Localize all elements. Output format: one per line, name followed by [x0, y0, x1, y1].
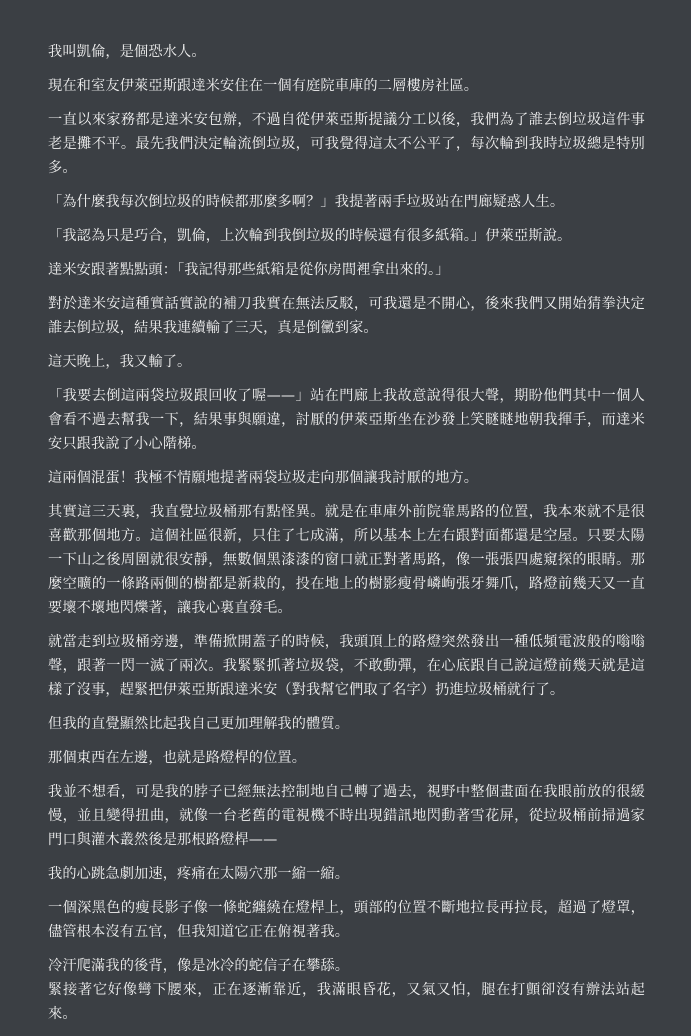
paragraph-chores: 一直以來家務都是達米安包辦，不過自從伊萊亞斯提議分工以後，我們為了誰去倒垃圾這件事老是攤不平。最先我們決定輪流倒垃圾，可我覺得這太不公平了，每次輪到我時垃圾總是特別多。: [48, 112, 645, 176]
paragraph-walk-to-bin: 這兩個混蛋！我極不情願地提著兩袋垃圾走向那個讓我討厭的地方。: [48, 470, 479, 486]
paragraph-turning-head: 我並不想看，可是我的脖子已經無法控制地自己轉了過去，視野中整個畫面在我眼前放的很緩慢，並且變得扭曲，就像一台老舊的電視機不時出現錯訊地閃動著雪花屏，從垃圾桶前掃過家門口與灌木叢然後是那根路燈桿——: [48, 784, 645, 848]
paragraph-dialogue-damian: 達米安跟著點點頭：「我記得那些紙箱是從你房間裡拿出來的。」: [48, 262, 450, 278]
paragraph-intuition: 但我的直覺顯然比起我自己更加理解我的體質。: [48, 716, 350, 732]
paragraph-shadow: 一個深黑色的瘦長影子像一條蛇纏繞在燈桿上，頭部的位置不斷地拉長再拉長，超過了燈罩，儘管根本沒有五官，但我知道它正在俯視著我。: [48, 900, 645, 940]
paragraph-cold-sweat: 冷汗爬滿我的後背，像是冰冷的蛇信子在攀舔。: [48, 958, 350, 974]
story-text-body: [48, 40, 645, 1036]
paragraph-left-side: 那個東西在左邊，也就是路燈桿的位置。: [48, 750, 307, 766]
paragraph-approaching: 緊接著它好像彎下腰來，正在逐漸靠近，我滿眼昏花，又氣又怕，腿在打顫卻沒有辦法站起來。: [48, 982, 645, 1022]
paragraph-dialogue-karen: 「為什麼我每次倒垃圾的時候都那麼多啊？」我提著兩手垃圾站在門廊疑惑人生。: [48, 194, 565, 210]
paragraph-rock-paper-scissors: 對於達米安這種實話實說的補刀我實在無法反駁，可我還是不開心，後來我們又開始猜拳決定誰去倒垃圾，結果我連續輸了三天，真是倒黴到家。: [48, 296, 645, 336]
paragraph-lost-again: 這天晚上，我又輸了。: [48, 354, 192, 370]
paragraph-neighborhood: 其實這三天裏，我直覺垃圾桶那有點怪異。就是在車庫外前院靠馬路的位置，我本來就不是很喜歡那個地方。這個社區很新，只住了七成滿，所以基本上左右跟對面都還是空屋。只要太陽一下山之後周圍就很安靜，無數個黑漆漆的窗口就正對著馬路，像一張張四處窺探的眼睛。那麼空曠的一條路兩側的樹都是新栽的，投在地上的樹影瘦骨嶙峋張牙舞爪，路燈前幾天又一直要壞不壞地閃爍著，讓我心裏直發毛。: [48, 504, 645, 616]
paragraph-porch-shout: 「我要去倒這兩袋垃圾跟回收了喔——」站在門廊上我故意說得很大聲，期盼他們其中一個人會看不過去幫我一下，結果事與願違，討厭的伊萊亞斯坐在沙發上笑瞇瞇地朝我揮手，而達米安只跟我說了小心階梯。: [48, 388, 645, 452]
paragraph-intro: 我叫凱倫，是個恐水人。: [48, 44, 206, 60]
paragraph-residence: 現在和室友伊萊亞斯跟達米安住在一個有庭院車庫的二層樓房社區。: [48, 78, 479, 94]
paragraph-streetlight: 就當走到垃圾桶旁邊，準備掀開蓋子的時候，我頭頂上的路燈突然發出一種低頻電波般的嗡嗡聲，跟著一閃一滅了兩次。我緊緊抓著垃圾袋，不敢動彈，在心底跟自己說這燈前幾天就是這樣了沒事，趕緊把伊萊亞斯跟達米安（對我幫它們取了名字）扔進垃圾桶就行了。: [48, 634, 645, 698]
paragraph-dialogue-elias: 「我認為只是巧合，凱倫，上次輪到我倒垃圾的時候還有很多紙箱。」伊萊亞斯說。: [48, 228, 572, 244]
paragraph-heartbeat: 我的心跳急劇加速，疼痛在太陽穴那一縮一縮。: [48, 866, 350, 882]
